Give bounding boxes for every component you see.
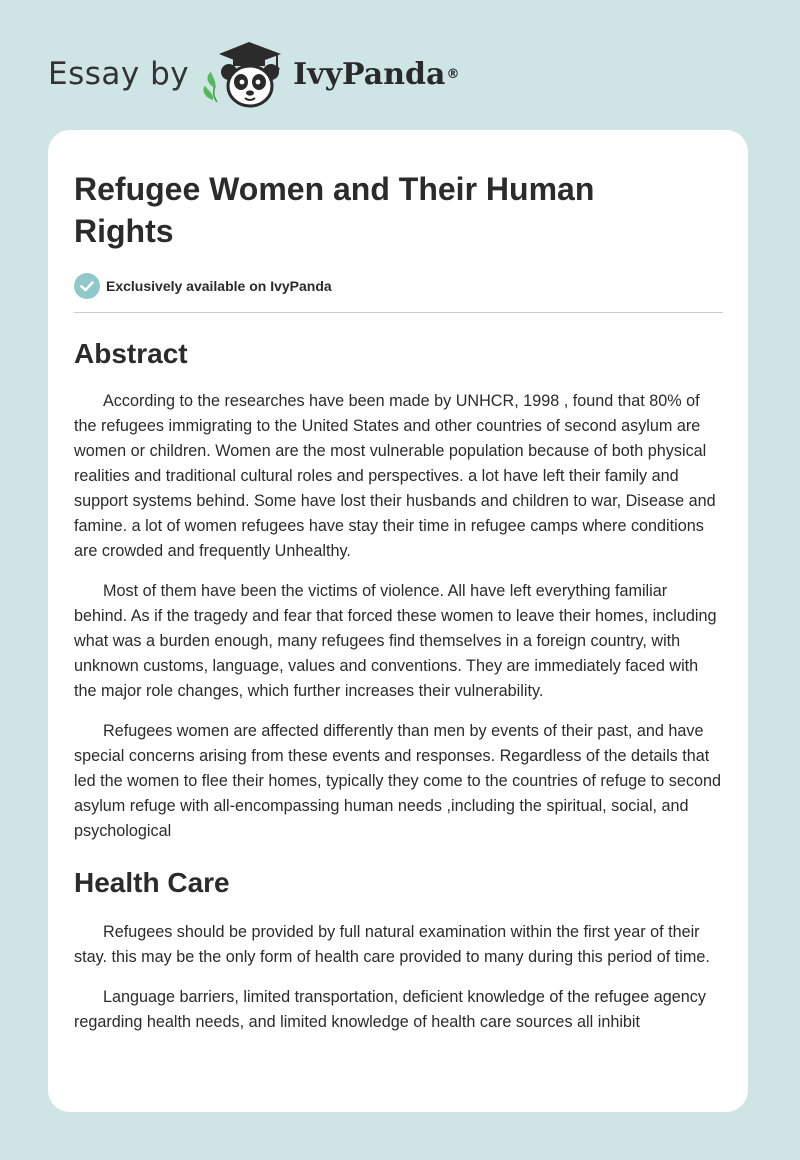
essay-card (48, 130, 748, 1112)
section-heading-health-care: Health Care (74, 867, 230, 898)
essay-by-label: Essay by (48, 56, 190, 92)
section-heading-abstract: Abstract (74, 338, 188, 369)
paragraph: Refugees women are affected differently than men by events of their past, and have special concerns arising from these events and responses. Regardless of the details that led the women to flee their homes, typically they come to the countries of refuge to second asylum refuge with all-encompassing human needs ,including the spiritual, social, and psychological (74, 722, 721, 840)
essay-title: Refugee Women and Their Human Rights (74, 171, 595, 249)
registered-mark: ® (446, 66, 460, 82)
title-divider (74, 312, 723, 313)
check-circle-icon (74, 273, 100, 299)
paragraph: Most of them have been the victims of violence. All have left everything familiar behind. As if the tragedy and fear that forced these women to leave their homes, including what was a burden enough, many refugees find themselves in a foreign country, with unknown customs, language, values and conventions. They are immediately faced with the major role changes, which further increases their vulnerability. (74, 582, 717, 700)
paragraph: According to the researches have been made by UNHCR, 1998 , found that 80% of the refugees immigrating to the United States and other countries of second asylum are women or children. Women are the most vulnerable population because of both physical realities and traditional cultural roles and perspectives. a lot have left their family and support systems behind. Some have lost their husbands and children to war, Disease and famine. a lot of women refugees have stay their time in refugee camps where conditions are crowded and frequently Unhealthy. (74, 392, 716, 560)
site-header (48, 38, 459, 110)
exclusive-badge (74, 272, 722, 300)
exclusive-badge-text: Exclusively available on IvyPanda (106, 278, 332, 294)
brand-name: IvyPanda (293, 56, 446, 92)
paragraph: Refugees should be provided by full natural examination within the first year of their stay. this may be the only form of health care provided to many during this period of time. (74, 923, 710, 966)
paragraph: Language barriers, limited transportation, deficient knowledge of the refugee agency regarding health needs, and limited knowledge of health care sources all inhibit (74, 988, 706, 1031)
panda-graduate-logo-icon (199, 38, 289, 110)
